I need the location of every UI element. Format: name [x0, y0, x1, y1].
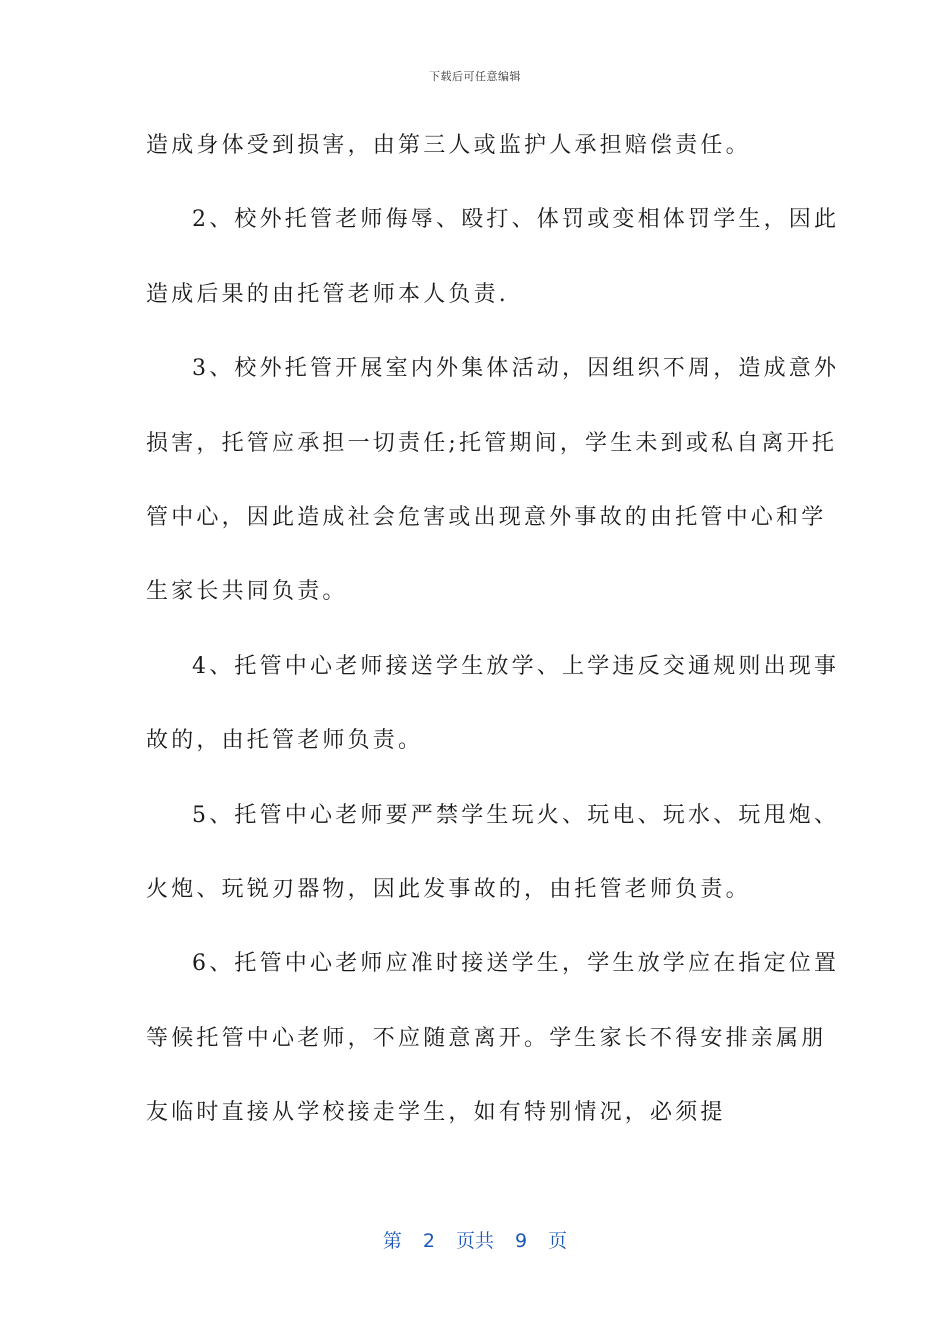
text-line: 管中心，因此造成社会危害或出现意外事故的由托管中心和学: [146, 504, 827, 530]
paragraph-start-line: 4、托管中心老师接送学生放学、上学违反交通规则出现事: [192, 653, 840, 679]
document-body: [146, 120, 840, 1161]
text-line: 故的，由托管老师负责。: [146, 728, 424, 754]
paragraph-start-line: 2、校外托管老师侮辱、殴打、体罚或变相体罚学生，因此: [192, 207, 840, 233]
current-page-number: 2: [422, 1230, 435, 1252]
text-line: 等候托管中心老师，不应随意离开。学生家长不得安排亲属朋: [146, 1025, 827, 1051]
text-line: 友临时直接从学校接走学生，如有特别情况，必须提: [146, 1100, 726, 1126]
paragraph-start-line: 5、托管中心老师要严禁学生玩火、玩电、玩水、玩甩炮、: [192, 802, 840, 828]
total-pages-number: 9: [515, 1230, 528, 1252]
footer-prefix: 第: [382, 1230, 402, 1252]
page-footer: [0, 1226, 950, 1253]
header-note: 下载后可任意编辑: [429, 70, 521, 83]
paragraph-start-line: 3、校外托管开展室内外集体活动，因组织不周，造成意外: [192, 356, 840, 382]
footer-middle: 页共: [455, 1230, 494, 1252]
text-line: 生家长共同负责。: [146, 579, 348, 605]
footer-suffix: 页: [548, 1230, 568, 1252]
text-line: 损害，托管应承担一切责任;托管期间，学生未到或私自离开托: [146, 430, 838, 456]
text-line: 造成后果的由托管老师本人负责.: [146, 281, 509, 307]
paragraph-start-line: 6、托管中心老师应准时接送学生，学生放学应在指定位置: [192, 951, 840, 977]
text-line: 造成身体受到损害，由第三人或监护人承担赔偿责任。: [146, 133, 751, 158]
text-line: 火炮、玩锐刃器物，因此发事故的，由托管老师负责。: [146, 876, 751, 902]
